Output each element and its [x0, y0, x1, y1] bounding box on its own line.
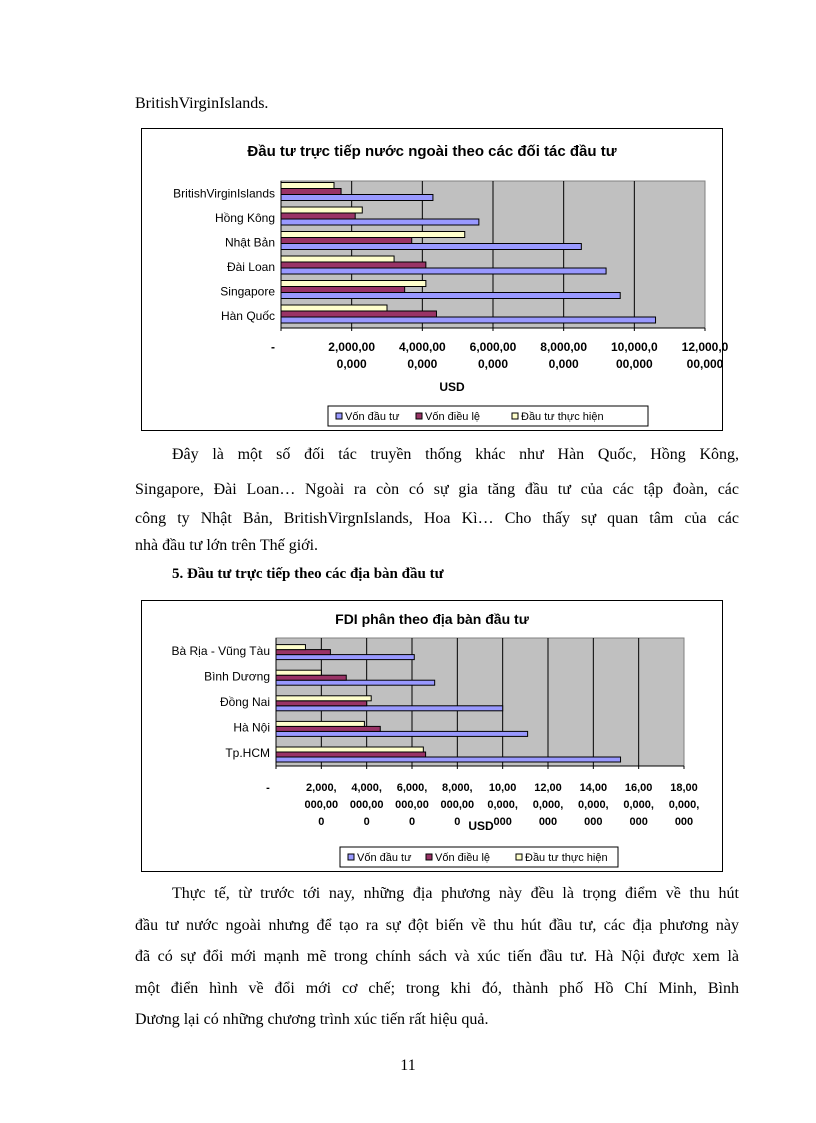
tick-label: 4,000, 000,00 0	[349, 782, 384, 828]
legend-swatch	[512, 413, 518, 419]
category-label: Hàn Quốc	[220, 308, 275, 323]
bar-dau-tu-thuc-hien	[276, 747, 423, 752]
tick-label: 6,000, 000,00 0	[395, 782, 429, 828]
bar-von-dieu-le	[281, 287, 405, 293]
tick-label: 4,000,00 0,000	[398, 340, 446, 371]
bar-von-dieu-le	[281, 189, 341, 195]
category-label: Singapore	[220, 284, 275, 299]
paragraph-regions-line-2: đầu tư nước ngoài nhưng để tạo ra sự đột biến về thu hút đầu tư, các địa phương này	[135, 917, 739, 934]
tick-label: 10,00 0,000, 000	[487, 782, 518, 828]
bar-von-dau-tu	[281, 317, 656, 323]
paragraph-partners-line-1: Đây là một số đối tác truyền thống khác như Hàn Quốc, Hồng Kông,	[172, 446, 739, 463]
top-line: BritishVirginIslands.	[135, 95, 269, 112]
bar-von-dieu-le	[276, 650, 330, 655]
legend-swatch	[516, 854, 522, 860]
bar-von-dau-tu	[276, 757, 621, 762]
bar-von-dieu-le	[276, 752, 426, 757]
bar-von-dau-tu	[281, 195, 433, 201]
bar-von-dieu-le	[276, 701, 367, 706]
category-label: Đồng Nai	[219, 695, 270, 709]
tick-label: 12,000,0 00,000	[681, 340, 729, 371]
paragraph-regions-line-3: đã có sự đổi mới mạnh mẽ trong chính sách và xúc tiến đầu tư. Hà Nội được xem là	[135, 948, 739, 965]
chart-title: FDI phân theo địa bàn đầu tư	[335, 611, 529, 627]
bar-dau-tu-thuc-hien	[281, 207, 362, 213]
category-label: Đài Loan	[226, 259, 275, 274]
tick-label: 12,00 0,000, 000	[532, 782, 564, 828]
paragraph-partners-line-3: công ty Nhật Bản, BritishVirgnIslands, Hoa Kì… Cho thấy sự quan tâm của các	[135, 510, 739, 527]
chart-partners-svg	[142, 129, 729, 430]
bar-von-dieu-le	[281, 311, 436, 317]
bar-von-dau-tu	[281, 268, 606, 274]
paragraph-regions-line-5: Dương lại có những chương trình xúc tiến rất hiệu quả.	[135, 1011, 489, 1028]
legend-label: Đầu tư thực hiện	[521, 411, 604, 423]
bar-von-dau-tu	[276, 731, 528, 736]
legend-swatch	[348, 854, 354, 860]
bar-von-dau-tu	[276, 655, 414, 660]
bar-dau-tu-thuc-hien	[276, 721, 364, 726]
legend-swatch	[336, 413, 342, 419]
bar-von-dieu-le	[276, 726, 380, 731]
tick-label: 8,000, 000,00 0	[440, 782, 475, 828]
category-label: Hà Nội	[233, 720, 270, 735]
bar-von-dau-tu	[281, 293, 620, 299]
page-number: 11	[400, 1057, 416, 1074]
bar-von-dau-tu	[276, 680, 435, 685]
bar-von-dieu-le	[281, 238, 412, 244]
bar-von-dieu-le	[276, 675, 346, 680]
category-label: Hồng Kông	[214, 210, 275, 225]
legend-label: Vốn đầu tư	[345, 411, 400, 423]
bar-von-dau-tu	[281, 219, 479, 225]
chart-regions-svg	[142, 601, 722, 871]
bar-dau-tu-thuc-hien	[276, 645, 305, 650]
category-label: Nhật Bản	[224, 235, 275, 250]
legend-label: Vốn điều lệ	[435, 852, 491, 864]
bar-dau-tu-thuc-hien	[281, 183, 334, 189]
tick-label: 2,000,00 0,000	[328, 340, 376, 371]
legend-label: Vốn đầu tư	[357, 852, 412, 864]
tick-label: -	[266, 782, 270, 794]
paragraph-regions-line-1: Thực tế, từ trước tới nay, những địa phương này đều là trọng điểm về thu hút	[172, 885, 739, 902]
bar-dau-tu-thuc-hien	[276, 670, 321, 675]
chart-title: Đầu tư trực tiếp nước ngoài theo các đối tác đầu tư	[247, 143, 617, 160]
category-label: Bình Dương	[204, 669, 270, 684]
tick-label: 6,000,00 0,000	[469, 340, 517, 371]
bar-dau-tu-thuc-hien	[281, 305, 387, 311]
bar-von-dau-tu	[281, 244, 581, 250]
tick-label: 14,00 0,000, 000	[578, 782, 609, 828]
bar-von-dieu-le	[281, 213, 355, 219]
chart-regions	[141, 600, 723, 872]
tick-label: -	[271, 340, 275, 354]
bar-von-dau-tu	[276, 706, 503, 711]
x-axis-label: USD	[439, 380, 465, 394]
bar-dau-tu-thuc-hien	[281, 232, 465, 238]
section-heading: 5. Đầu tư trực tiếp theo các địa bàn đầu tư	[172, 566, 444, 582]
legend-label: Vốn điều lệ	[425, 411, 481, 423]
legend-label: Đầu tư thực hiện	[525, 852, 608, 864]
category-label: BritishVirginIslands	[173, 186, 275, 201]
paragraph-regions-line-4: một điển hình về đổi mới cơ chế; trong khi đó, thành phố Hồ Chí Minh, Bình	[135, 980, 739, 997]
tick-label: 18,00 0,000, 000	[668, 782, 700, 828]
tick-label: 10,000,0 00,000	[610, 340, 658, 371]
tick-label: 16,00 0,000, 000	[623, 782, 654, 828]
legend-swatch	[426, 854, 432, 860]
bar-von-dieu-le	[281, 262, 426, 268]
bar-dau-tu-thuc-hien	[276, 696, 371, 701]
bar-dau-tu-thuc-hien	[281, 256, 394, 262]
legend-swatch	[416, 413, 422, 419]
bar-dau-tu-thuc-hien	[281, 281, 426, 287]
category-label: Bà Rịa - Vũng Tàu	[171, 643, 270, 658]
paragraph-partners-line-4: nhà đầu tư lớn trên Thế giới.	[135, 537, 319, 554]
tick-label: 2,000, 000,00 0	[304, 782, 339, 828]
paragraph-partners-line-2: Singapore, Đài Loan… Ngoài ra còn có sự gia tăng đầu tư của các tập đoàn, các	[135, 481, 739, 498]
tick-label: 8,000,00 0,000	[540, 340, 588, 371]
category-label: Tp.HCM	[225, 746, 270, 761]
x-axis-label: USD	[468, 819, 494, 833]
chart-partners	[141, 128, 729, 431]
